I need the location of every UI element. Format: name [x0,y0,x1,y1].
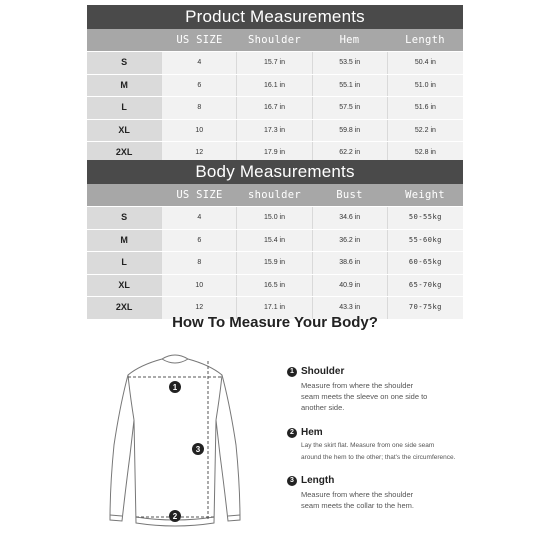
us-size-cell: 4 [161,207,236,229]
header-shoulder: Shoulder [248,34,301,46]
header-cell [87,184,162,206]
instruction-line: Measure from where the shoulder [301,381,414,390]
weight-cell: 60-65kg [387,252,463,274]
table-row [87,229,463,252]
bust-cell: 38.6 in [312,252,387,274]
shirt-diagram [100,345,265,535]
product-measurements-title: Product Measurements [87,5,463,29]
length-cell: 51.0 in [387,75,463,97]
hem-cell: 59.8 in [312,120,387,142]
shoulder-cell: 17.1 in [236,297,311,319]
hem-cell: 53.5 in [312,52,387,74]
us-size-cell: 6 [161,75,236,97]
body-measurements-title: Body Measurements [87,160,463,184]
product-measurements-table [87,5,463,164]
header-us-size: US SIZE [176,34,223,46]
us-size-cell: 4 [161,52,236,74]
hem-cell: 57.5 in [312,97,387,119]
length-cell: 50.4 in [387,52,463,74]
shoulder-cell: 17.9 in [236,142,311,164]
shoulder-cell: 16.5 in [236,275,311,297]
table-row [87,74,463,97]
shoulder-cell: 15.0 in [236,207,311,229]
table-row [87,119,463,142]
instruction-line: Lay the skirt flat. Measure from one side seam [301,442,435,449]
shoulder-cell: 15.7 in [236,52,311,74]
hem-cell: 62.2 in [312,142,387,164]
instruction-line: seam meets the collar to the hem. [301,501,414,510]
body-measurements-table [87,160,463,319]
marker-3 [192,443,204,455]
us-size-cell: 10 [161,275,236,297]
header-bust: Bust [336,189,363,201]
instruction-line: another side. [301,403,345,412]
size-cell: M [87,75,161,97]
size-cell: XL [87,275,161,297]
instruction-line: seam meets the sleeve on one side to [301,392,428,401]
hem-cell: 55.1 in [312,75,387,97]
number-badge: 1 [287,367,297,377]
header-weight: Weight [405,189,445,201]
us-size-cell: 8 [161,97,236,119]
instruction-heading: Shoulder [301,366,345,377]
bust-cell: 34.6 in [312,207,387,229]
weight-cell: 55-60kg [387,230,463,252]
svg-text:2: 2 [172,512,178,521]
size-cell: L [87,97,161,119]
number-badge: 3 [287,476,297,486]
marker-1 [169,381,181,393]
product-header-row [87,29,463,51]
header-cell [87,29,162,51]
length-cell: 52.2 in [387,120,463,142]
shoulder-cell: 16.7 in [236,97,311,119]
size-cell: 2XL [87,297,161,319]
shoulder-cell: 17.3 in [236,120,311,142]
header-hem: Hem [339,34,360,46]
instruction-line: Measure from where the shoulder [301,490,414,499]
us-size-cell: 6 [161,230,236,252]
table-row [87,206,463,229]
us-size-cell: 12 [161,142,236,164]
bust-cell: 40.9 in [312,275,387,297]
shoulder-cell: 15.9 in [236,252,311,274]
body-header-row [87,184,463,206]
instruction-line: around the hem to the other; that's the circumference. [301,454,456,461]
how-to-measure-title: How To Measure Your Body? [172,314,378,331]
header-shoulder: shoulder [248,189,301,201]
weight-cell: 50-55kg [387,207,463,229]
marker-2 [169,510,181,522]
table-row [87,274,463,297]
header-us-size: US SIZE [176,189,223,201]
size-cell: XL [87,120,161,142]
weight-cell: 65-70kg [387,275,463,297]
size-cell: S [87,52,161,74]
weight-cell: 70-75kg [387,297,463,319]
instruction-heading: Hem [301,427,323,438]
svg-text:1: 1 [172,383,178,392]
svg-text:3: 3 [195,445,201,454]
shoulder-cell: 16.1 in [236,75,311,97]
table-row [87,51,463,74]
us-size-cell: 10 [161,120,236,142]
length-cell: 51.6 in [387,97,463,119]
length-cell: 52.8 in [387,142,463,164]
number-badge: 2 [287,428,297,438]
instruction-heading: Length [301,475,335,486]
size-cell: 2XL [87,142,161,164]
us-size-cell: 12 [161,297,236,319]
bust-cell: 43.3 in [312,297,387,319]
table-row [87,251,463,274]
size-cell: S [87,207,161,229]
table-row [87,96,463,119]
bust-cell: 36.2 in [312,230,387,252]
us-size-cell: 8 [161,252,236,274]
size-cell: L [87,252,161,274]
shoulder-cell: 15.4 in [236,230,311,252]
header-length: Length [405,34,445,46]
size-cell: M [87,230,161,252]
